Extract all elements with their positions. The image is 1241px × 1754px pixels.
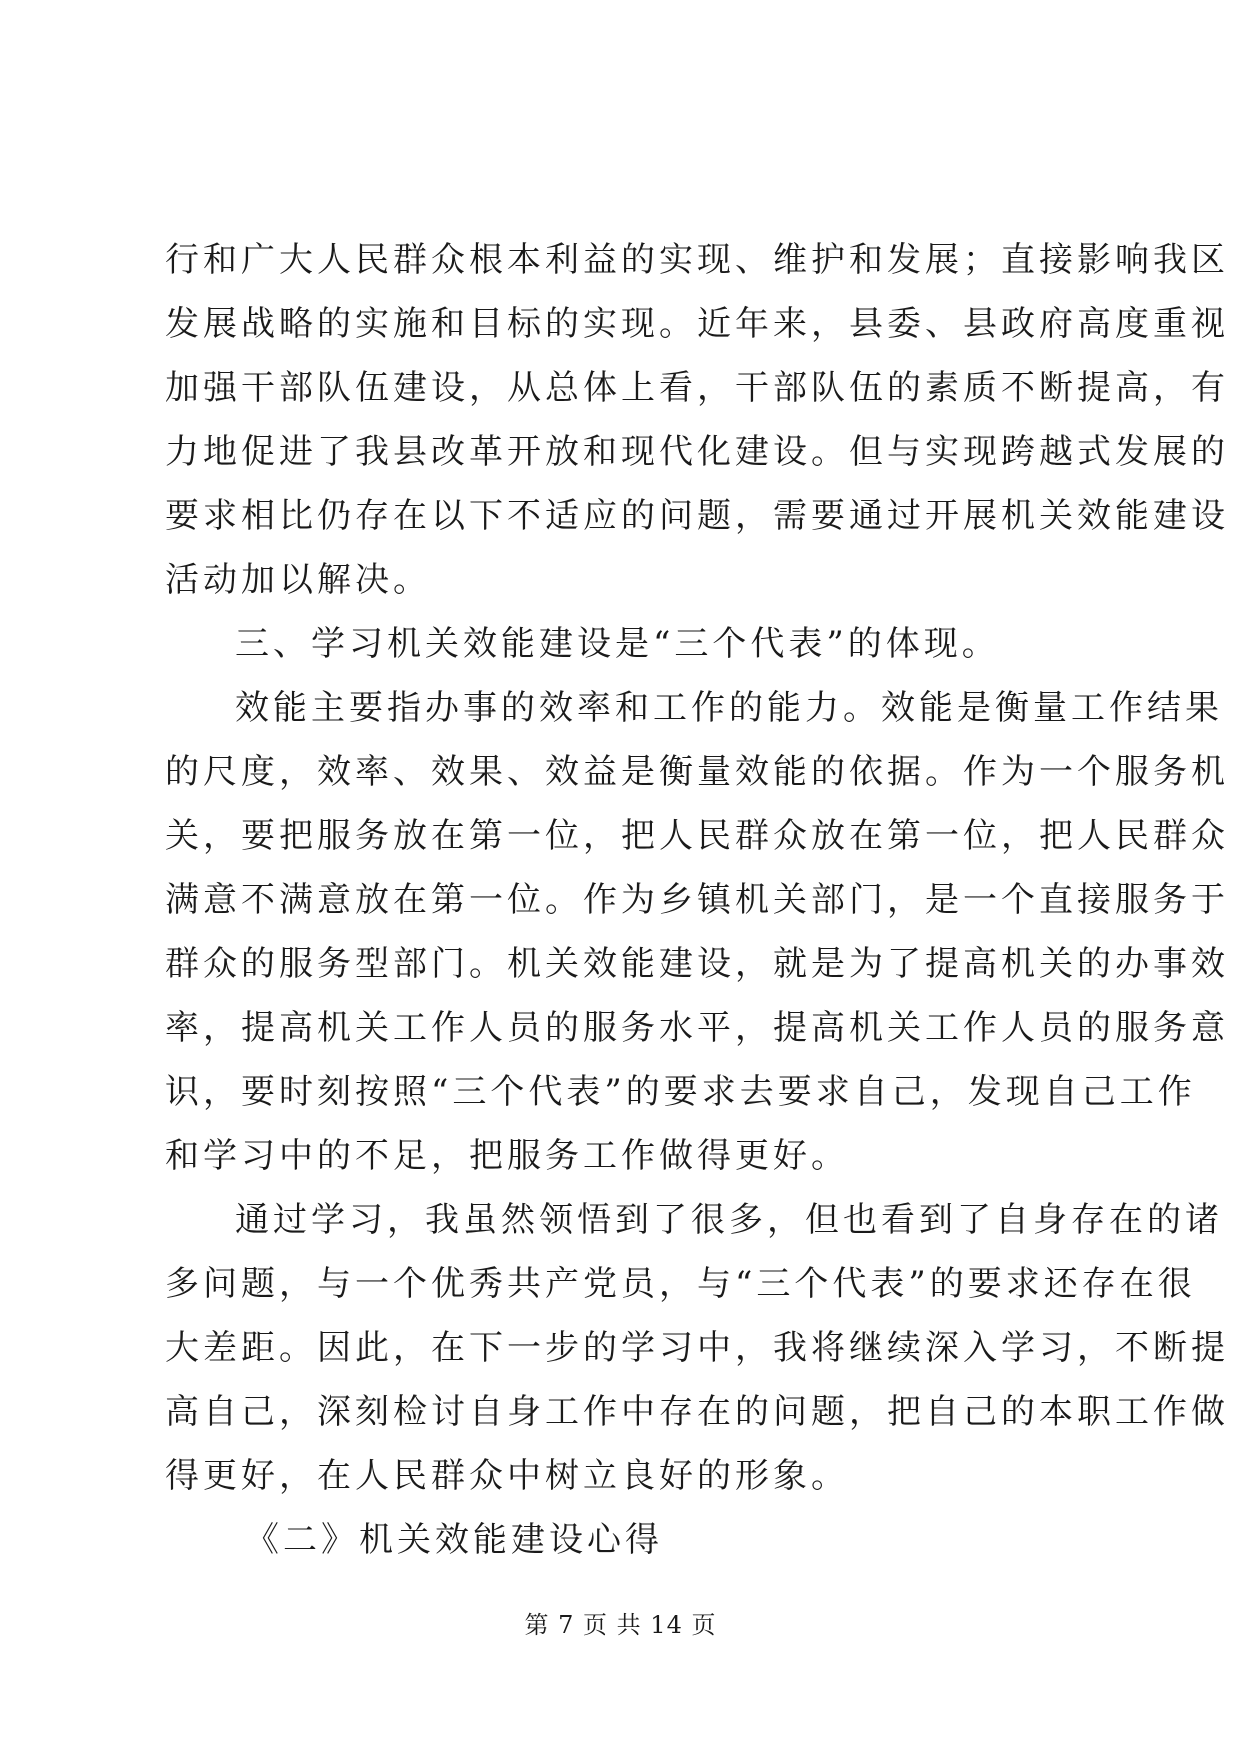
text-line: 识，要时刻按照“三个代表”的要求去要求自己，发现自己工作 [165,1072,1196,1112]
document-body [165,228,1229,1572]
text-line: 力地促进了我县改革开放和现代化建设。但与实现跨越式发展的 [165,432,1229,472]
text-line: 率，提高机关工作人员的服务水平，提高机关工作人员的服务意 [165,1008,1229,1048]
text-line: 的尺度，效率、效果、效益是衡量效能的依据。作为一个服务机 [165,752,1229,792]
text-line: 效能主要指办事的效率和工作的能力。效能是衡量工作结果 [235,688,1223,728]
text-line: 活动加以解决。 [165,560,431,600]
text-line: 加强干部队伍建设，从总体上看，干部队伍的素质不断提高，有 [165,368,1229,408]
section-heading-three: 三、学习机关效能建设是“三个代表”的体现。 [235,624,1000,664]
text-line: 多问题，与一个优秀共产党员，与“三个代表”的要求还存在很 [165,1264,1196,1304]
text-line: 关，要把服务放在第一位，把人民群众放在第一位，把人民群众 [165,816,1229,856]
text-line: 行和广大人民群众根本利益的实现、维护和发展；直接影响我区 [165,240,1229,280]
text-line: 发展战略的实施和目标的实现。近年来，县委、县政府高度重视 [165,304,1229,344]
text-line: 大差距。因此，在下一步的学习中，我将继续深入学习，不断提 [165,1328,1229,1368]
text-line: 得更好，在人民群众中树立良好的形象。 [165,1456,849,1496]
text-line: 通过学习，我虽然领悟到了很多，但也看到了自身存在的诸 [235,1200,1223,1240]
text-line: 和学习中的不足，把服务工作做得更好。 [165,1136,849,1176]
text-line: 满意不满意放在第一位。作为乡镇机关部门，是一个直接服务于 [165,880,1229,920]
text-line: 高自己，深刻检讨自身工作中存在的问题，把自己的本职工作做 [165,1392,1229,1432]
text-line: 要求相比仍存在以下不适应的问题，需要通过开展机关效能建设 [165,496,1229,536]
page-number-footer: 第 7 页 共 14 页 [524,1611,717,1639]
section-heading-two: 《二》机关效能建设心得 [245,1520,663,1560]
text-line: 群众的服务型部门。机关效能建设，就是为了提高机关的办事效 [165,944,1229,984]
